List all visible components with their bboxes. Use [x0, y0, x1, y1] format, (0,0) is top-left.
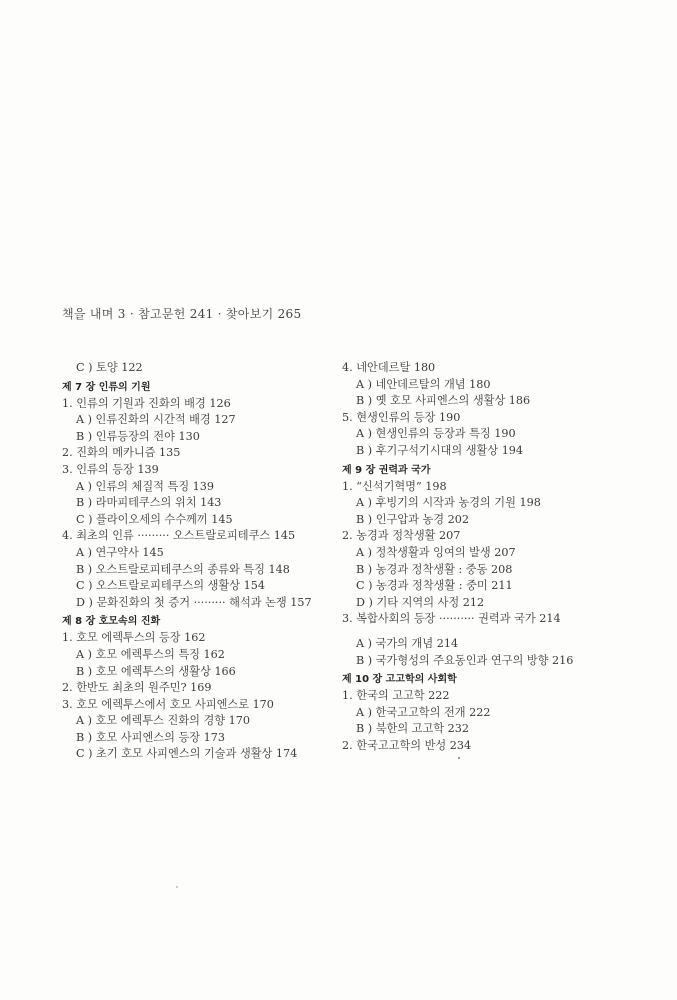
toc-chapter-heading: 제 9 장 권력과 국가 — [342, 464, 431, 476]
toc-subsection-entry: C ) 초기 호모 사피엔스의 기술과 생활상 174 — [76, 747, 298, 761]
toc-subsection-entry: A ) 호모 에렉투스 진화의 경향 170 — [76, 714, 251, 728]
toc-subsection-entry: A ) 연구약사 145 — [76, 545, 164, 559]
toc-section-entry: 2. 한국고고학의 반성 234 — [342, 738, 472, 752]
toc-subsection-entry: B ) 호모 에렉투스의 생활상 166 — [76, 664, 236, 678]
toc-chapter-heading: 제 7 장 인류의 기원 — [62, 381, 151, 393]
toc-subsection-entry: B ) 인구압과 농경 202 — [356, 512, 470, 526]
toc-subsection-entry: A ) 현생인류의 등장과 특징 190 — [356, 427, 516, 441]
front-back-matter-line: 책을 내며 3 · 참고문헌 241 · 찾아보기 265 — [62, 307, 302, 321]
toc-subsection-entry: A ) 후빙기의 시작과 농경의 기원 198 — [356, 496, 541, 510]
toc-section-entry: 4. 네안데르탈 180 — [342, 361, 436, 374]
toc-subsection-entry: B ) 북한의 고고학 232 — [356, 722, 470, 736]
toc-chapter-heading: 제 10 장 고고학의 사회학 — [342, 674, 457, 686]
toc-subsection-entry: A ) 네안데르탈의 개념 180 — [356, 377, 491, 391]
toc-subsection-entry: C ) 플라이오세의 수수께끼 145 — [76, 512, 233, 526]
toc-subsection-entry: B ) 옛 호모 사피엔스의 생활상 186 — [356, 394, 531, 408]
toc-spacer — [342, 628, 642, 636]
toc-subsection-entry: B ) 국가형성의 주요동인과 연구의 방향 216 — [356, 653, 574, 667]
toc-section-entry: 1. “신석기혁명” 198 — [342, 479, 447, 493]
toc-subsection-entry: B ) 오스트랄로피테쿠스의 종류와 특징 148 — [76, 562, 290, 576]
toc-section-entry: 2. 한반도 최초의 원주민? 169 — [62, 681, 212, 695]
toc-section-entry: 3. 복합사회의 등장 ·········· 권력과 국가 214 — [342, 612, 561, 626]
toc-subsection-entry: C ) 토양 122 — [76, 361, 143, 374]
toc-subsection-entry: A ) 국가의 개념 214 — [356, 636, 459, 650]
toc-subsection-entry: C ) 오스트랄로피테쿠스의 생활상 154 — [76, 579, 265, 593]
toc-section-entry: 3. 인류의 등장 139 — [62, 462, 159, 476]
toc-section-entry: 3. 호모 에렉투스에서 호모 사피엔스로 170 — [62, 697, 274, 711]
toc-section-entry: 2. 진화의 메카니즘 135 — [62, 446, 181, 460]
toc-subsection-entry: B ) 농경과 정착생활 : 중동 208 — [356, 562, 513, 576]
toc-subsection-entry: A ) 인류의 체질적 특징 139 — [76, 479, 215, 493]
toc-subsection-entry: A ) 정착생활과 잉여의 발생 207 — [356, 545, 516, 559]
toc-section-entry: 2. 농경과 정착생활 207 — [342, 529, 461, 543]
print-speck — [176, 886, 178, 888]
toc-section-entry: 4. 최초의 인류 ········· 오스트랄로피테쿠스 145 — [62, 529, 296, 543]
toc-subsection-entry: A ) 인류진화의 시간적 배경 127 — [76, 413, 236, 427]
toc-section-entry: 5. 현생인류의 등장 190 — [342, 410, 461, 424]
toc-chapter-heading: 제 8 장 호모속의 진화 — [62, 616, 161, 628]
toc-subsection-entry: A ) 한국고고학의 전개 222 — [356, 705, 491, 719]
print-speck — [458, 757, 460, 759]
toc-left-column — [62, 360, 332, 763]
toc-subsection-entry: D ) 문화진화의 첫 증거 ········· 해석과 논쟁 157 — [76, 595, 312, 609]
toc-subsection-entry: B ) 호모 사피엔스의 등장 173 — [76, 730, 225, 744]
toc-section-entry: 1. 호모 에렉투스의 등장 162 — [62, 631, 206, 645]
toc-right-column — [342, 360, 642, 754]
toc-subsection-entry: A ) 호모 에렉투스의 특징 162 — [76, 647, 225, 661]
toc-subsection-entry: B ) 후기구석기시대의 생활상 194 — [356, 443, 524, 457]
toc-subsection-entry: D ) 기타 지역의 사정 212 — [356, 595, 485, 609]
toc-section-entry: 1. 한국의 고고학 222 — [342, 689, 450, 703]
toc-subsection-entry: C ) 농경과 정착생활 : 중미 211 — [356, 579, 513, 593]
toc-subsection-entry: B ) 라마피테쿠스의 위치 143 — [76, 496, 222, 510]
toc-section-entry: 1. 인류의 기원과 진화의 배경 126 — [62, 396, 231, 410]
toc-subsection-entry: B ) 인류등장의 전야 130 — [76, 429, 200, 443]
